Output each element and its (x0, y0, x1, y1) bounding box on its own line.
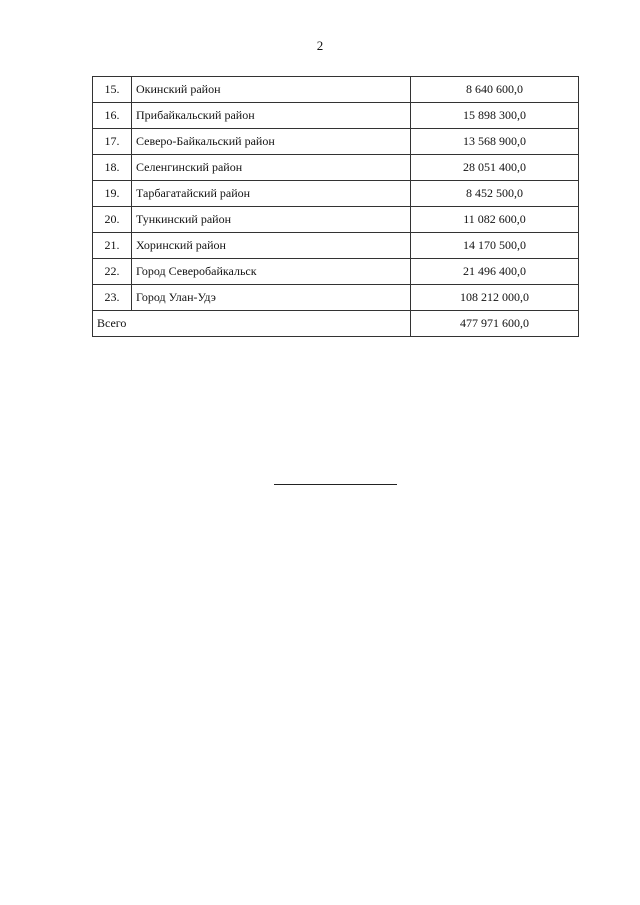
district-name: Прибайкальский район (132, 103, 411, 129)
table-row (93, 207, 579, 233)
budget-table (92, 76, 579, 337)
row-number: 21. (93, 233, 132, 259)
amount-value: 108 212 000,0 (411, 285, 579, 311)
district-name: Хоринский район (132, 233, 411, 259)
table-row (93, 103, 579, 129)
amount-value: 8 640 600,0 (411, 77, 579, 103)
district-name: Город Северобайкальск (132, 259, 411, 285)
end-divider-line (274, 484, 397, 485)
row-number: 23. (93, 285, 132, 311)
amount-value: 21 496 400,0 (411, 259, 579, 285)
table-row (93, 129, 579, 155)
row-number: 22. (93, 259, 132, 285)
table-row (93, 77, 579, 103)
table-row (93, 155, 579, 181)
amount-value: 15 898 300,0 (411, 103, 579, 129)
table-row (93, 233, 579, 259)
row-number: 17. (93, 129, 132, 155)
district-name: Селенгинский район (132, 155, 411, 181)
table-row (93, 181, 579, 207)
row-number: 20. (93, 207, 132, 233)
district-name: Северо-Байкальский район (132, 129, 411, 155)
page-number: 2 (316, 38, 324, 53)
table-row (93, 285, 579, 311)
amount-value: 11 082 600,0 (411, 207, 579, 233)
amount-value: 13 568 900,0 (411, 129, 579, 155)
district-name: Город Улан-Удэ (132, 285, 411, 311)
row-number: 16. (93, 103, 132, 129)
total-label: Всего (93, 311, 411, 337)
total-row (93, 311, 579, 337)
row-number: 15. (93, 77, 132, 103)
budget-table-body (93, 77, 579, 337)
district-name: Тарбагатайский район (132, 181, 411, 207)
table-row (93, 259, 579, 285)
row-number: 19. (93, 181, 132, 207)
amount-value: 14 170 500,0 (411, 233, 579, 259)
district-name: Окинский район (132, 77, 411, 103)
amount-value: 8 452 500,0 (411, 181, 579, 207)
district-name: Тункинский район (132, 207, 411, 233)
total-amount: 477 971 600,0 (411, 311, 579, 337)
amount-value: 28 051 400,0 (411, 155, 579, 181)
row-number: 18. (93, 155, 132, 181)
